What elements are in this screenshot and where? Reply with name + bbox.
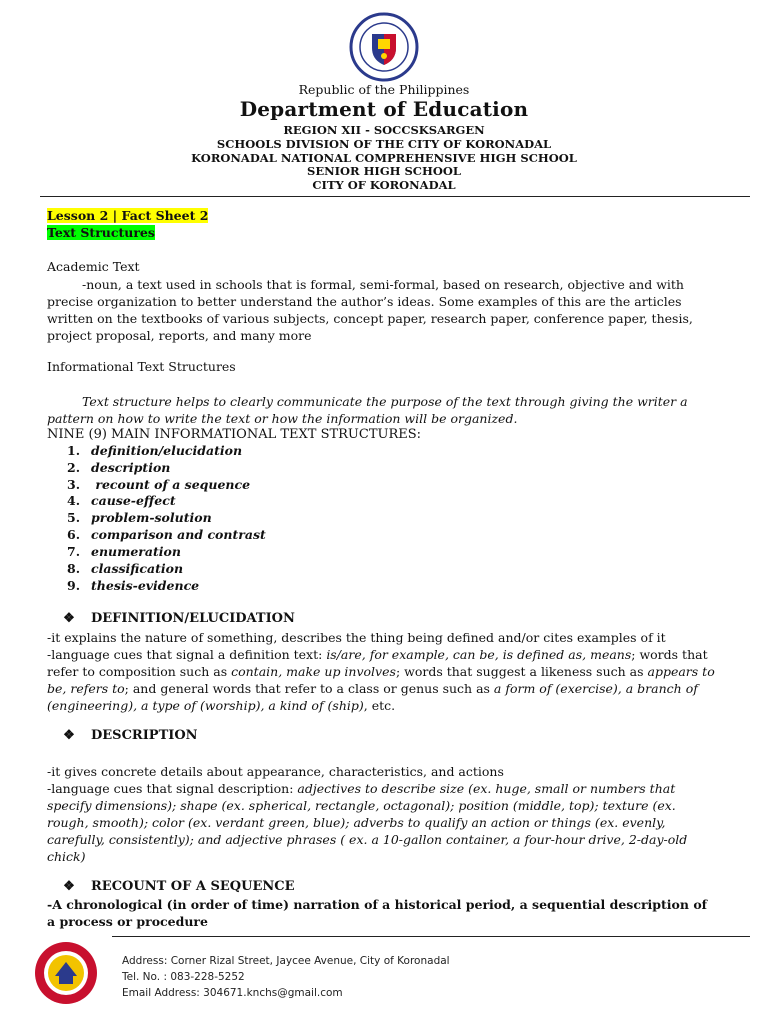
definition-line1: -it explains the nature of something, describes the thing being defined and/or cites examples of it <box>47 630 666 645</box>
list-item: 4. cause-effect <box>67 493 176 508</box>
school-seal-logo <box>33 940 99 1006</box>
department-title: Department of Education <box>239 97 529 121</box>
list-item: 9. thesis-evidence <box>67 578 200 593</box>
definition-heading: ❖ DEFINITION/ELUCIDATION <box>47 611 295 626</box>
deped-seal-logo <box>339 12 429 82</box>
footer-address: Address: Corner Rizal Street, Jaycee Avenue, City of Koronadal <box>122 955 450 967</box>
definition-cues: -language cues that signal a definition text: is/are, for example, can be, is defined as, means; words that refer to composition such as contain, make up involves; words that suggest a likeness such as appears to be, refers to; and general words that refer to a class or genus such as a form of (exercise), a branch of (engineering), a type of (worship), a kind of (ship), etc. <box>47 647 715 713</box>
recount-heading: ❖ RECOUNT OF A SEQUENCE <box>47 879 295 894</box>
header-divider <box>40 196 750 197</box>
description-line1: -it gives concrete details about appearance, characteristics, and actions <box>47 764 504 779</box>
footer-tel: Tel. No. : 083-228-5252 <box>122 971 245 983</box>
list-item: 5. problem-solution <box>67 510 212 525</box>
lesson-label: Lesson 2 | Fact Sheet 2 <box>47 208 209 223</box>
lesson-topic: Text Structures <box>47 225 155 240</box>
list-item: 2. description <box>67 460 171 475</box>
academic-body: -noun, a text used in schools that is formal, semi-formal, based on research, objective and with precise organization to better understand the author’s ideas. Some examples of this are the articles written on the textbooks of various subjects, concept paper, research paper, conference paper, thesis, project proposal, reports, and many more <box>47 277 693 343</box>
diamond-bullet-icon: ❖ <box>63 611 75 626</box>
list-item: 8. classification <box>67 561 184 576</box>
list-title: NINE (9) MAIN INFORMATIONAL TEXT STRUCTURES: <box>47 427 422 442</box>
list-item: 3. recount of a sequence <box>67 477 251 492</box>
diamond-bullet-icon: ❖ <box>63 879 75 894</box>
region-line: REGION XII - SOCCSKSARGEN <box>283 123 485 137</box>
informational-intro: Text structure helps to clearly communicate the purpose of the text through giving the writer a pattern on how to write the text or how the information will be organized. <box>47 394 688 426</box>
shs-line: SENIOR HIGH SCHOOL <box>307 164 461 178</box>
republic-line: Republic of the Philippines <box>298 82 470 97</box>
description-cues: -language cues that signal description: adjectives to describe size (ex. huge, small or numbers that specify dimensions); shape (ex. spherical, rectangle, octagonal); position (middle, top); texture (ex. rough, smooth); color (ex. verdant green, blue); adverbs to qualify an action or things (ex. evenly, carefully, consistently); and adjective phrases ( ex. a 10-gallon container, a four-hour drive, 2-day-old chick) <box>47 781 688 864</box>
recount-line1: -A chronological (in order of time) narration of a historical period, a sequential description of a process or procedure <box>47 897 708 929</box>
diamond-bullet-icon: ❖ <box>63 728 75 743</box>
list-item: 1. definition/elucidation <box>67 443 243 458</box>
academic-title: Academic Text <box>47 259 140 274</box>
list-item: 7. enumeration <box>67 544 181 559</box>
description-heading: ❖ DESCRIPTION <box>47 728 198 743</box>
footer-divider <box>112 936 750 937</box>
division-line: SCHOOLS DIVISION OF THE CITY OF KORONADAL <box>216 137 552 151</box>
footer-email: Email Address: 304671.knchs@gmail.com <box>122 987 343 999</box>
informational-title: Informational Text Structures <box>47 359 236 374</box>
list-item: 6. comparison and contrast <box>67 527 266 542</box>
school-line: KORONADAL NATIONAL COMPREHENSIVE HIGH SCHOOL <box>191 151 577 165</box>
city-line: CITY OF KORONADAL <box>312 178 456 192</box>
